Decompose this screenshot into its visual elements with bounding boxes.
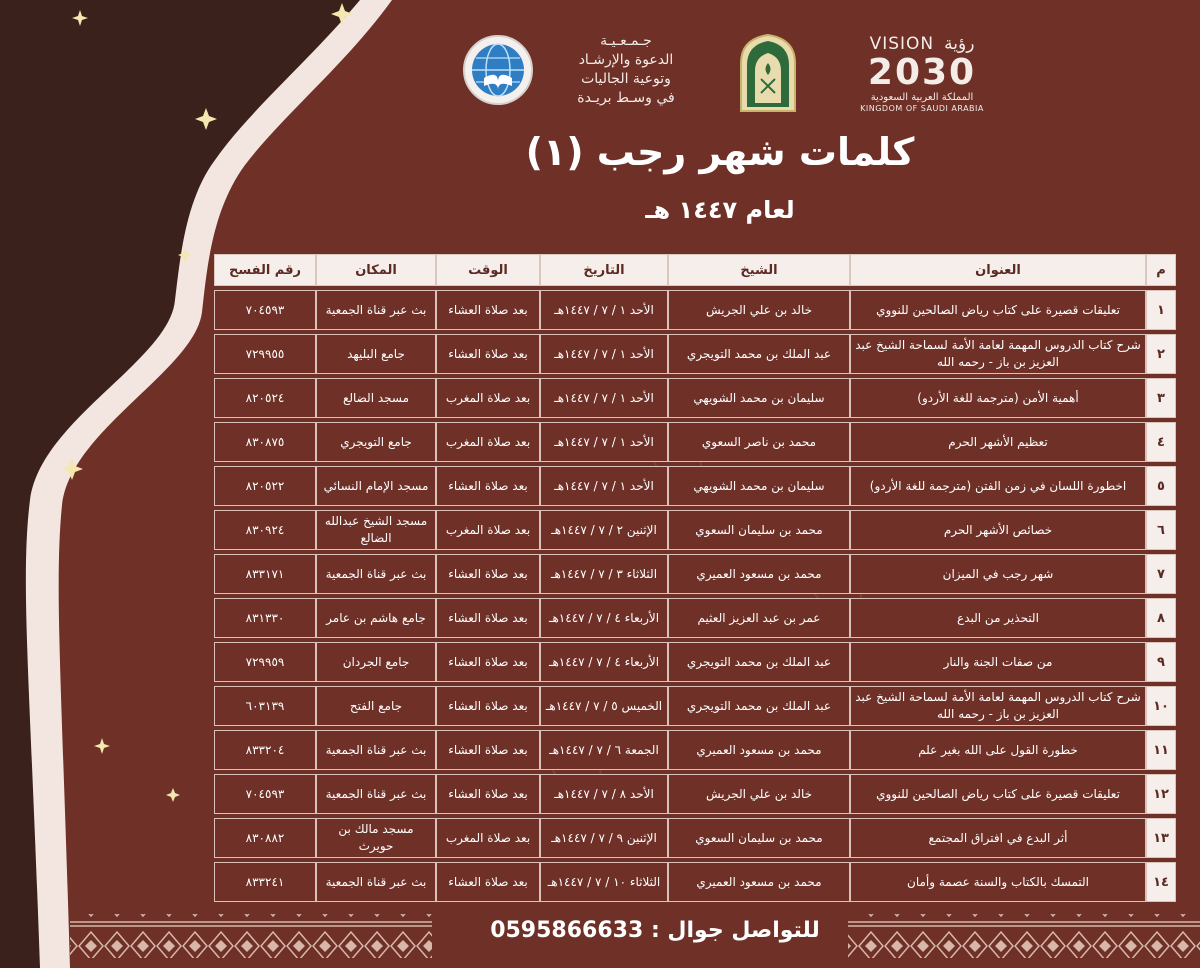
sheikh-name: محمد بن مسعود العميري [668,862,850,902]
lecture-place: بث عبر قناة الجمعية [316,290,436,330]
sheikh-name: عبد الملك بن محمد التويجري [668,642,850,682]
lecture-time: بعد صلاة العشاء [436,730,540,770]
lecture-place: بث عبر قناة الجمعية [316,554,436,594]
lecture-time: بعد صلاة المغرب [436,378,540,418]
sheikh-name: خالد بن علي الجريش [668,290,850,330]
vision-kingdom-ar: المملكة العربية السعودية [870,92,974,103]
sheikh-name: عبد الملك بن محمد التويجري [668,686,850,726]
column-header-sheikh: الشيخ [668,254,850,286]
lecture-title: تعليقات قصيرة على كتاب رياض الصالحين للنووي [850,290,1146,330]
lecture-time: بعد صلاة العشاء [436,686,540,726]
lecture-time: بعد صلاة العشاء [436,598,540,638]
lecture-date: الثلاثاء ١٠ / ٧ / ١٤٤٧هـ [540,862,668,902]
lecture-place: جامع الفتح [316,686,436,726]
table-row [214,510,1176,550]
lecture-date: الأحد ١ / ٧ / ١٤٤٧هـ [540,290,668,330]
association-logo-text [538,32,714,108]
lecture-place: مسجد مالك بن حويرث [316,818,436,858]
table-row [214,290,1176,330]
row-number: ٩ [1146,642,1176,682]
permit-number: ٨٢٠٥٢٢ [214,466,316,506]
permit-number: ٨٣٣١٧١ [214,554,316,594]
sheikh-name: محمد بن مسعود العميري [668,554,850,594]
schedule-table [214,250,1176,906]
lecture-title: من صفات الجنة والنار [850,642,1146,682]
row-number: ٧ [1146,554,1176,594]
lecture-place: جامع البليهد [316,334,436,374]
association-line-4: في وسـط بريـدة [577,90,675,106]
vision-year: 2030 [867,52,977,93]
lecture-place: جامع الجردان [316,642,436,682]
lecture-time: بعد صلاة المغرب [436,818,540,858]
table-row [214,334,1176,374]
lecture-time: بعد صلاة العشاء [436,466,540,506]
association-line-2: الدعوة والإرشـاد [578,52,674,68]
column-header-date: التاريخ [540,254,668,286]
lecture-time: بعد صلاة المغرب [436,422,540,462]
lecture-time: بعد صلاة العشاء [436,334,540,374]
lecture-date: الأحد ٨ / ٧ / ١٤٤٧هـ [540,774,668,814]
lecture-place: جامع التويجري [316,422,436,462]
column-header-permit: رقم الفسح [214,254,316,286]
lecture-title: خصائص الأشهر الحرم [850,510,1146,550]
table-row [214,642,1176,682]
lecture-place: مسجد الشيخ عبدالله الضالع [316,510,436,550]
lecture-title: أثر البدع في افتراق المجتمع [850,818,1146,858]
row-number: ١٣ [1146,818,1176,858]
vision-word-en: VISION [869,34,935,54]
table-row [214,686,1176,726]
lecture-title: التحذير من البدع [850,598,1146,638]
row-number: ١٤ [1146,862,1176,902]
row-number: ١٢ [1146,774,1176,814]
lecture-place: بث عبر قناة الجمعية [316,774,436,814]
lecture-title: خطورة القول على الله بغير علم [850,730,1146,770]
contact-phone[interactable]: 0595866633 [490,918,644,943]
vision-2030-logo [852,28,992,118]
sheikh-name: سليمان بن محمد الشويهي [668,466,850,506]
contact-label: للتواصل جوال : [650,918,820,943]
row-number: ٤ [1146,422,1176,462]
row-number: ١١ [1146,730,1176,770]
sheikh-name: محمد بن سليمان السعوي [668,510,850,550]
sheikh-name: محمد بن ناصر السعوي [668,422,850,462]
table-row [214,730,1176,770]
sheikh-name: خالد بن علي الجريش [668,774,850,814]
vision-word-ar: رؤية [944,34,975,54]
lecture-title: تعظيم الأشهر الحرم [850,422,1146,462]
sheikh-name: عمر بن عبد العزيز العثيم [668,598,850,638]
lecture-title: أهمية الأمن (مترجمة للغة الأردو) [850,378,1146,418]
lecture-date: الإثنين ٩ / ٧ / ١٤٤٧هـ [540,818,668,858]
globe-book-icon [462,34,534,106]
lecture-title: اخطورة اللسان في زمن الفتن (مترجمة للغة الأردو) [850,466,1146,506]
row-number: ١٠ [1146,686,1176,726]
lecture-date: الإثنين ٢ / ٧ / ١٤٤٧هـ [540,510,668,550]
lecture-date: الأحد ١ / ٧ / ١٤٤٧هـ [540,334,668,374]
lecture-title: تعليقات قصيرة على كتاب رياض الصالحين للنووي [850,774,1146,814]
permit-number: ٧٠٤٥٩٣ [214,290,316,330]
contact-info [470,918,840,943]
lecture-time: بعد صلاة العشاء [436,290,540,330]
lecture-title: شهر رجب في الميزان [850,554,1146,594]
lecture-date: الأحد ١ / ٧ / ١٤٤٧هـ [540,466,668,506]
lecture-time: بعد صلاة العشاء [436,642,540,682]
lecture-title: شرح كتاب الدروس المهمة لعامة الأمة لسماحة الشيخ عبد العزيز بن باز - رحمه الله [850,334,1146,374]
table-row [214,422,1176,462]
lecture-date: الجمعة ٦ / ٧ / ١٤٤٧هـ [540,730,668,770]
table-row [214,598,1176,638]
table-row [214,554,1176,594]
bottom-pattern-right [848,914,1200,958]
lecture-place: بث عبر قناة الجمعية [316,862,436,902]
lecture-time: بعد صلاة المغرب [436,510,540,550]
table-header-row [214,254,1176,286]
lecture-date: الأربعاء ٤ / ٧ / ١٤٤٧هـ [540,598,668,638]
association-line-3: وتوعية الجاليات [581,71,671,87]
sheikh-name: سليمان بن محمد الشويهي [668,378,850,418]
table-row [214,378,1176,418]
lecture-time: بعد صلاة العشاء [436,862,540,902]
lecture-date: الأربعاء ٤ / ٧ / ١٤٤٧هـ [540,642,668,682]
permit-number: ٨٢٠٥٢٤ [214,378,316,418]
lecture-title: شرح كتاب الدروس المهمة لعامة الأمة لسماحة الشيخ عبد العزيز بن باز - رحمه الله [850,686,1146,726]
page-subtitle: لعام ١٤٤٧ هـ [645,196,795,224]
permit-number: ٨٣٣٢٠٤ [214,730,316,770]
row-number: ٨ [1146,598,1176,638]
permit-number: ٨٣٣٢٤١ [214,862,316,902]
permit-number: ٧٢٩٩٥٥ [214,334,316,374]
lecture-place: بث عبر قناة الجمعية [316,730,436,770]
lecture-date: الخميس ٥ / ٧ / ١٤٤٧هـ [540,686,668,726]
column-header-place: المكان [316,254,436,286]
row-number: ٦ [1146,510,1176,550]
lecture-date: الأحد ١ / ٧ / ١٤٤٧هـ [540,422,668,462]
permit-number: ٨٣١٣٣٠ [214,598,316,638]
row-number: ١ [1146,290,1176,330]
lecture-time: بعد صلاة العشاء [436,774,540,814]
table-row [214,466,1176,506]
lecture-date: الأحد ١ / ٧ / ١٤٤٧هـ [540,378,668,418]
lecture-place: مسجد الضالع [316,378,436,418]
sheikh-name: محمد بن مسعود العميري [668,730,850,770]
vision-kingdom-en: KINGDOM OF SAUDI ARABIA [860,104,984,113]
row-number: ٥ [1146,466,1176,506]
column-header-time: الوقت [436,254,540,286]
lecture-time: بعد صلاة العشاء [436,554,540,594]
permit-number: ٨٣٠٩٢٤ [214,510,316,550]
sheikh-name: محمد بن سليمان السعوي [668,818,850,858]
row-number: ٢ [1146,334,1176,374]
ministry-logo-icon [737,33,799,113]
table-row [214,774,1176,814]
association-line-1: جـمـعـيـة [600,33,652,49]
lecture-place: مسجد الإمام النسائي [316,466,436,506]
lecture-title: التمسك بالكتاب والسنة عصمة وأمان [850,862,1146,902]
permit-number: ٦٠٣١٣٩ [214,686,316,726]
column-header-title: العنوان [850,254,1146,286]
sheikh-name: عبد الملك بن محمد التويجري [668,334,850,374]
page-title: كلمات شهر رجب (١) [525,130,915,174]
lecture-date: الثلاثاء ٣ / ٧ / ١٤٤٧هـ [540,554,668,594]
permit-number: ٨٣٠٨٧٥ [214,422,316,462]
permit-number: ٧٠٤٥٩٣ [214,774,316,814]
table-row [214,862,1176,902]
bottom-pattern-left [70,914,432,958]
row-number: ٣ [1146,378,1176,418]
permit-number: ٨٣٠٨٨٢ [214,818,316,858]
lecture-place: جامع هاشم بن عامر [316,598,436,638]
permit-number: ٧٢٩٩٥٩ [214,642,316,682]
table-row [214,818,1176,858]
column-header-number: م [1146,254,1176,286]
